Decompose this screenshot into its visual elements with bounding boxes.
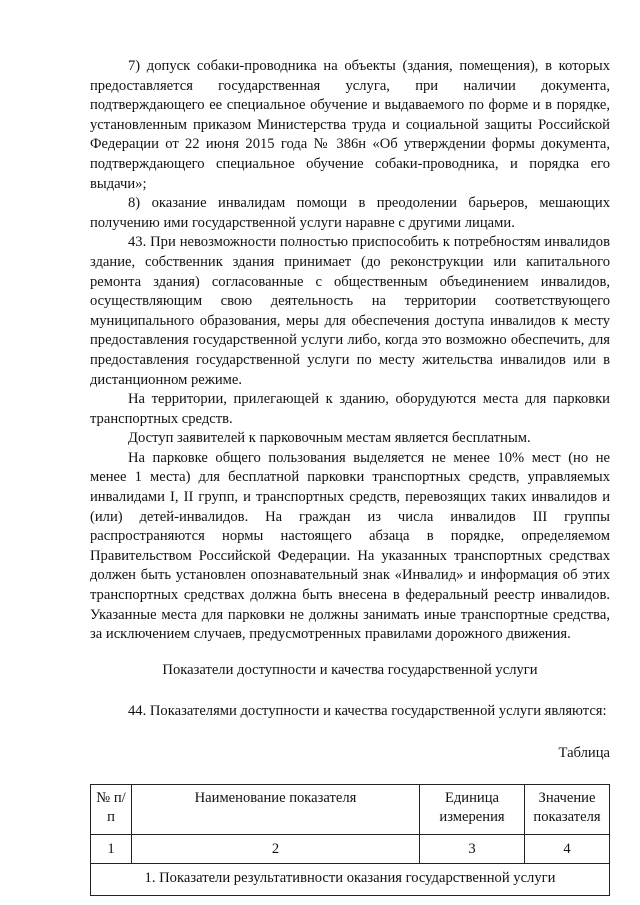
table-cell: 2: [132, 834, 420, 864]
table-cell: 1: [91, 834, 132, 864]
table-header-row: [91, 784, 610, 834]
header-value: Значение показателя: [525, 784, 610, 834]
spacer: [90, 645, 610, 661]
section-heading: Показатели доступности и качества государственной услуги: [162, 661, 538, 678]
table-caption: Таблица: [558, 745, 610, 761]
spacer: [90, 722, 610, 744]
paragraph: На парковке общего пользования выделяется не менее 10% мест (но не менее 1 места) для бесплатной парковки транспортных средств, управляемых инвалидами I, II групп, и транспортных средств, перевозящих таких инвалидов и (или) детей-инвалидов. На граждан из числа инвалидов III группы распространяются нормы настоящего абзаца в порядке, определяемом Правительством Российской Федерации. На указанных транспортных средствах должен быть установлен опознавательный знак «Инвалид» и информация об этих транспортных средствах должна быть внесена в федеральный реестр инвалидов. Указанные места для парковки не должны занимать иные транспортные средства, за исключением случаев, предусмотренных правилами дорожного движения.: [90, 449, 610, 643]
indicators-table: [90, 784, 610, 896]
table-section-row: [91, 864, 610, 896]
header-unit: Единица измерения: [420, 784, 525, 834]
paragraph: 43. При невозможности полностью приспособить к потребностям инвалидов здание, собственник здания принимает (до реконструкции или капитального ремонта здания) согласованные с общественным объединением инвалидов, осуществляющим свою деятельность на территории соответствующего муниципального образования, меры для обеспечения доступа инвалидов к месту предоставления государственной услуги либо, когда это возможно обеспечить, для предоставления государственной услуги по месту жительства инвалидов или в дистанционном режиме.: [90, 234, 610, 388]
document-page: [90, 57, 610, 896]
paragraph: На территории, прилегающей к зданию, оборудуются места для парковки транспортных средств.: [90, 391, 610, 427]
header-number: № п/п: [91, 784, 132, 834]
table-cell: 4: [525, 834, 610, 864]
paragraph: Доступ заявителей к парковочным местам является бесплатным.: [128, 430, 531, 447]
spacer: [90, 680, 610, 702]
table-section-cell: 1. Показатели результативности оказания государственной услуги: [91, 864, 610, 896]
paragraph-44: 44. Показателями доступности и качества государственной услуги являются:: [128, 703, 607, 720]
header-indicator-name: Наименование показателя: [132, 784, 420, 834]
table-cell: 3: [420, 834, 525, 864]
paragraph: 8) оказание инвалидам помощи в преодолении барьеров, мешающих получению ими государственной услуги наравне с другими лицами.: [90, 195, 610, 231]
paragraph: 7) допуск собаки-проводника на объекты (здания, помещения), в которых предоставляется государственная услуга, при наличии документа, подтверждающего ее специальное обучение и выдаваемого по форме и в порядке, установленным приказом Министерства труда и социальной защиты Российской Федерации от 22 июня 2015 года № 386н «Об утверждении формы документа, подтверждающего специальное обучение собаки-проводника, и порядка его выдачи»;: [90, 58, 610, 192]
table-row: [91, 834, 610, 864]
